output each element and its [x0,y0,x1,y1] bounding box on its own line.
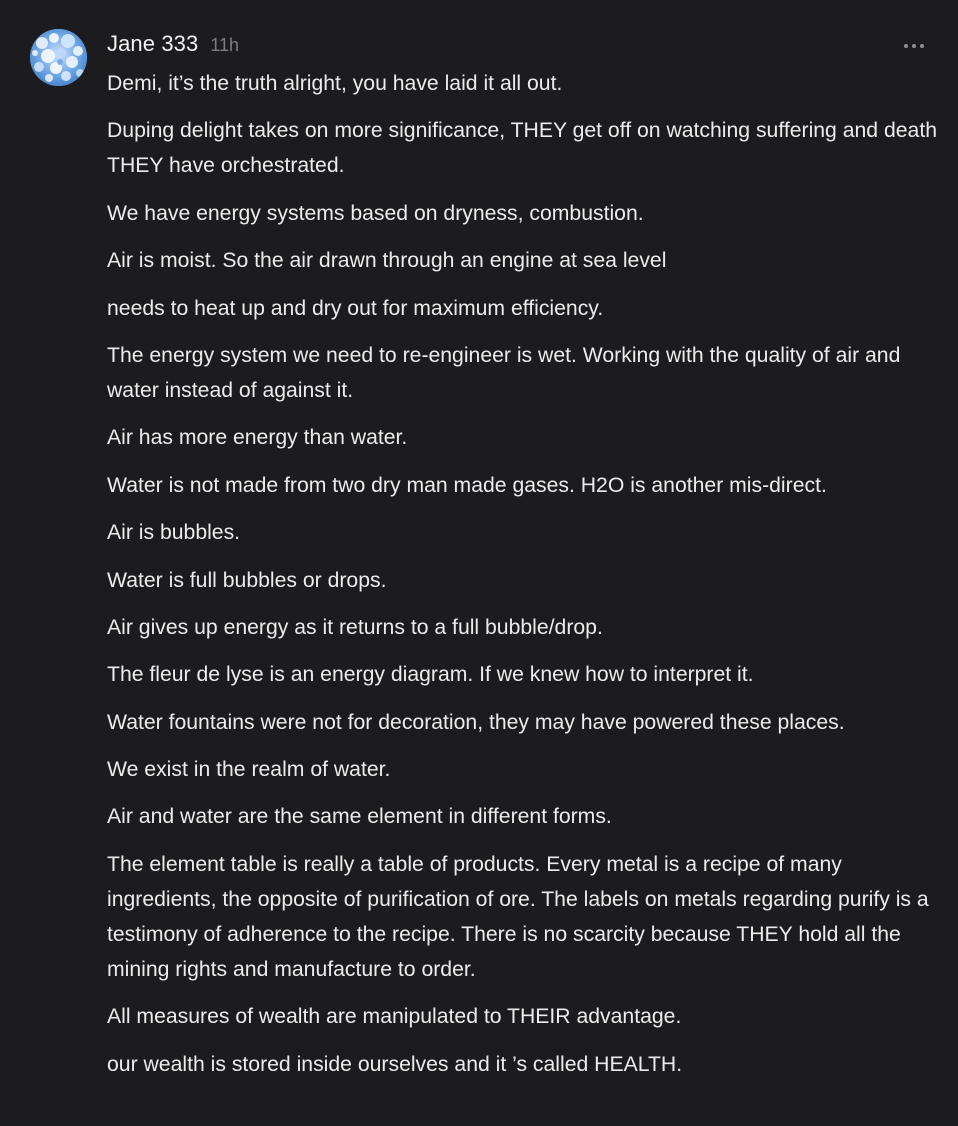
comment-paragraph: We have energy systems based on dryness, combustion. [107,201,644,225]
comment-paragraph: Water is not made from two dry man made gases. H2O is another mis-direct. [107,473,827,497]
comment-paragraph: We exist in the realm of water. [107,758,391,782]
comment-paragraph: Water fountains were not for decoration, they may have powered these places. [107,710,845,734]
comment-paragraph: All measures of wealth are manipulated to THEIR advantage. [107,1005,682,1029]
comment-paragraph: Air is moist. So the air drawn through an engine at sea level [107,249,667,273]
comment-body [107,66,937,1094]
more-horizontal-icon [903,43,925,49]
comment-paragraph: Duping delight takes on more significance, THEY get off on watching suffering and death THEY have orchestrated. [107,119,937,178]
comment-paragraph: The element table is really a table of products. Every metal is a recipe of many ingredients, the opposite of purification of ore. The labels on metals regarding purify is a testimony of adherence to the recipe. There is no scarcity because THEY hold all the mining rights and manufacture to order. [107,852,929,981]
comment-paragraph: Air has more energy than water. [107,426,408,450]
comment-paragraph: needs to heat up and dry out for maximum efficiency. [107,296,604,320]
bubbles-avatar-image [30,29,87,86]
timestamp[interactable]: 11h [210,35,240,55]
avatar[interactable] [30,29,87,86]
comment-paragraph: Air is bubbles. [107,521,241,545]
comment-paragraph: Air gives up energy as it returns to a full bubble/drop. [107,615,603,639]
more-options-button[interactable] [900,36,928,56]
comment-paragraph: Water is full bubbles or drops. [107,568,387,592]
comment-paragraph: The energy system we need to re-engineer is wet. Working with the quality of air and water instead of against it. [107,343,901,402]
comment-header [107,31,239,61]
comment-paragraph: The fleur de lyse is an energy diagram. If we knew how to interpret it. [107,663,754,687]
comment-paragraph: Air and water are the same element in different forms. [107,805,612,829]
comment-paragraph: our wealth is stored inside ourselves and it ’s called HEALTH. [107,1052,683,1076]
author-name[interactable]: Jane 333 [107,31,199,56]
comment-paragraph: Demi, it’s the truth alright, you have laid it all out. [107,72,563,95]
